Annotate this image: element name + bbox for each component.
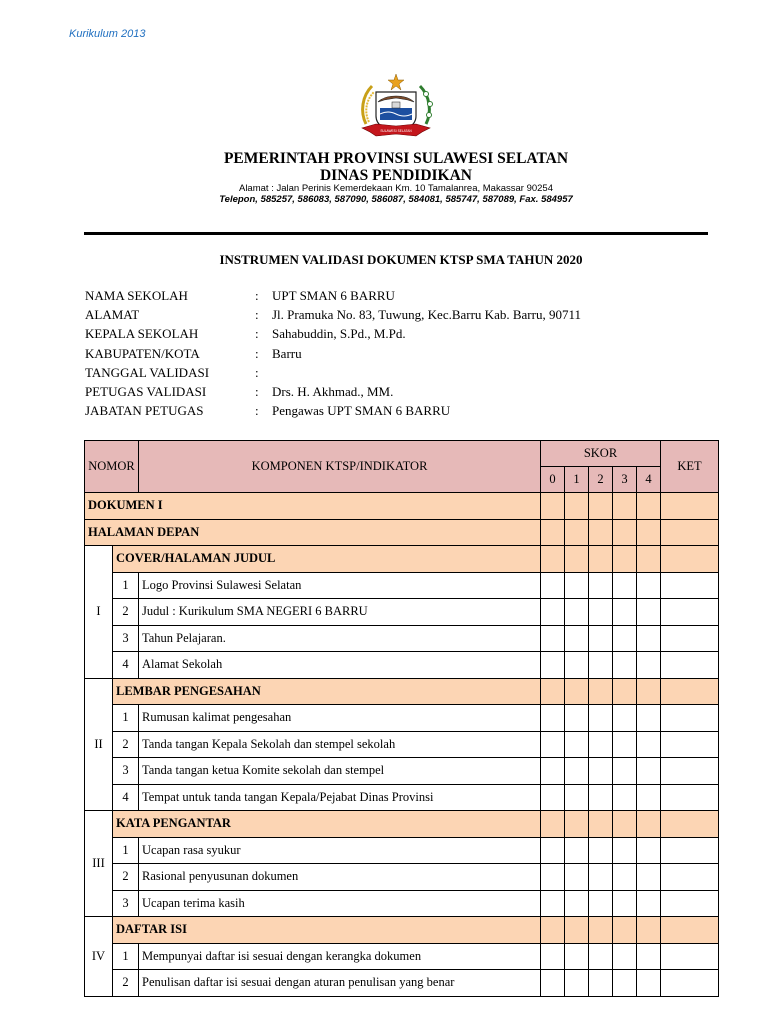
section-roman: IV [85,917,113,997]
item-text: Logo Provinsi Sulawesi Selatan [139,572,541,599]
item-text: Tempat untuk tanda tangan Kepala/Pejabat Dinas Provinsi [139,784,541,811]
header-skor: SKOR [541,441,661,467]
item-number: 1 [113,572,139,599]
item-text: Rasional penyusunan dokumen [139,864,541,891]
item-number: 1 [113,837,139,864]
section-roman: II [85,678,113,811]
halaman-row-label: HALAMAN DEPAN [85,519,541,546]
item-number: 3 [113,758,139,785]
section-roman: I [85,546,113,679]
info-value: Barru [272,345,302,361]
item-number: 2 [113,864,139,891]
validation-table [84,440,719,997]
item-number: 3 [113,890,139,917]
item-number: 3 [113,625,139,652]
info-label: NAMA SEKOLAH [85,288,188,303]
info-label: PETUGAS VALIDASI [85,383,207,399]
dokumen-row-label: DOKUMEN I [85,493,541,520]
info-value: Drs. H. Akhmad., MM. [272,383,394,399]
info-label: JABATAN PETUGAS [85,403,204,419]
document-title: INSTRUMEN VALIDASI DOKUMEN KTSP SMA TAHUN 2020 [219,252,583,267]
info-label: KEPALA SEKOLAH [85,326,199,342]
info-value: Sahabuddin, S.Pd., M.Pd. [272,326,406,342]
info-colon: : [255,307,259,323]
item-text: Tanda tangan ketua Komite sekolah dan stempel [139,758,541,785]
curriculum-label: Kurikulum 2013 [69,28,146,40]
item-text: Penulisan daftar isi sesuai dengan aturan penulisan yang benar [139,970,541,997]
header-komponen: KOMPONEN KTSP/INDIKATOR [139,441,541,493]
item-number: 4 [113,784,139,811]
info-value: Pengawas UPT SMAN 6 BARRU [272,403,451,419]
info-colon: : [255,288,259,303]
info-label: KABUPATEN/KOTA [85,345,200,361]
info-label: ALAMAT [85,307,140,323]
info-colon: : [255,403,259,419]
header-score-0: 0 [541,467,565,493]
item-number: 1 [113,943,139,970]
province-emblem-logo [356,72,436,140]
header-ket: KET [661,441,719,493]
item-text: Tahun Pelajaran. [139,625,541,652]
info-label: TANGGAL VALIDASI [85,364,210,380]
item-number: 1 [113,705,139,732]
header-score-4: 4 [637,467,661,493]
header-score-3: 3 [613,467,637,493]
item-text: Ucapan terima kasih [139,890,541,917]
item-text: Ucapan rasa syukur [139,837,541,864]
header-address: Alamat : Jalan Perinis Kemerdekaan Km. 10 Tamalanrea, Makassar 90254 [238,183,553,194]
header-line-2: DINAS PENDIDIKAN [319,167,472,184]
item-number: 2 [113,970,139,997]
header-phone: Telepon, 585257, 586083, 587090, 586087, 584081, 585747, 587089, Fax. 584957 [219,194,573,205]
section-title: LEMBAR PENGESAHAN [113,678,541,705]
item-number: 2 [113,599,139,626]
header-score-2: 2 [589,467,613,493]
item-text: Judul : Kurikulum SMA NEGERI 6 BARRU [139,599,541,626]
info-colon: : [255,345,259,361]
info-value: UPT SMAN 6 BARRU [272,288,395,303]
header-divider [84,232,708,235]
section-roman: III [85,811,113,917]
item-number: 2 [113,731,139,758]
item-text: Rumusan kalimat pengesahan [139,705,541,732]
header-line-1: PEMERINTAH PROVINSI SULAWESI SELATAN [223,150,569,167]
item-text: Tanda tangan Kepala Sekolah dan stempel sekolah [139,731,541,758]
section-title: COVER/HALAMAN JUDUL [113,546,541,573]
info-colon: : [255,326,259,342]
item-number: 4 [113,652,139,679]
item-text: Alamat Sekolah [139,652,541,679]
info-colon: : [255,383,259,399]
section-title: DAFTAR ISI [113,917,541,944]
info-colon: : [255,364,259,380]
section-title: KATA PENGANTAR [113,811,541,838]
info-value: Jl. Pramuka No. 83, Tuwung, Kec.Barru Kab. Barru, 90711 [272,307,581,323]
header-nomor: NOMOR [85,441,139,493]
emblem-banner-text: SULAWESI SELATAN [380,129,412,133]
item-text: Mempunyai daftar isi sesuai dengan kerangka dokumen [139,943,541,970]
header-score-1: 1 [565,467,589,493]
